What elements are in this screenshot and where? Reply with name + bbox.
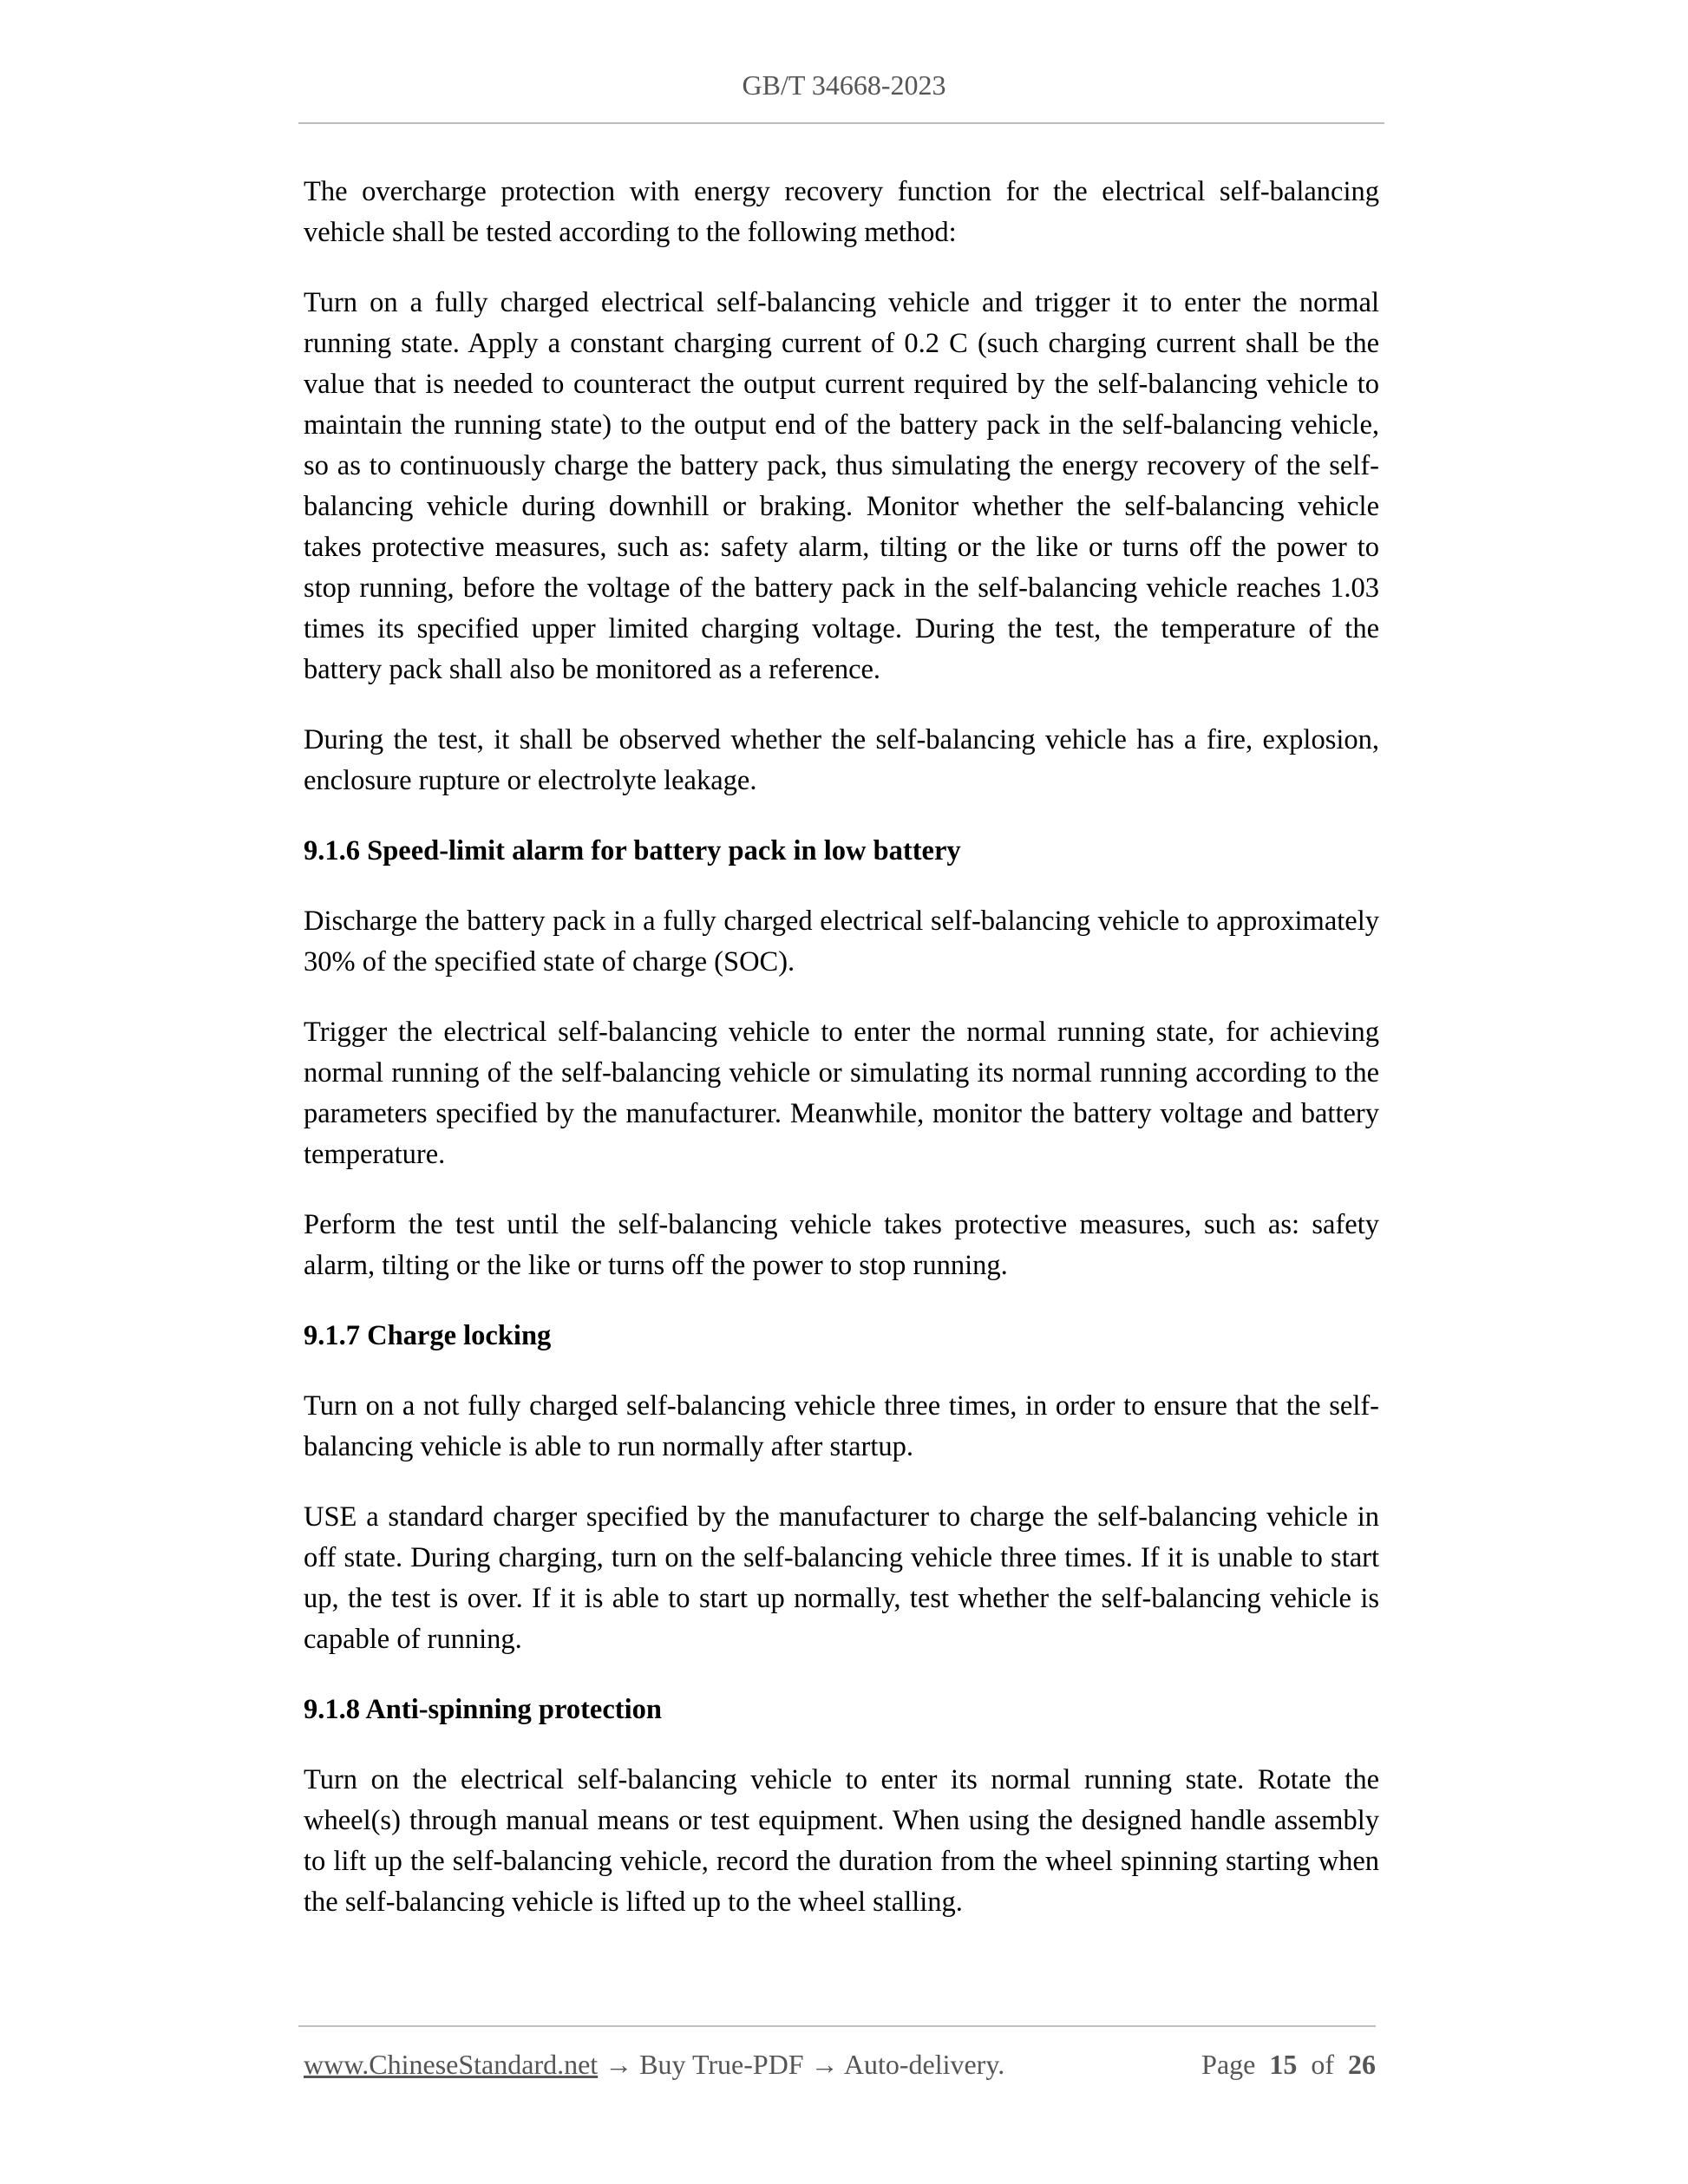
- paragraph-charge-lock-startup: Turn on a not fully charged self-balancing vehicle three times, in order to ensure that the self-balancing vehicle is able to run normally after startup.: [304, 1390, 1379, 1462]
- document-header-title: GB/T 34668-2023: [742, 69, 946, 101]
- section-heading-9-1-6: 9.1.6 Speed-limit alarm for battery pack in low battery: [304, 835, 961, 866]
- paragraph-overcharge-observation: During the test, it shall be observed whether the self-balancing vehicle has a fire, explosion, enclosure rupture or electrolyte leakage.: [304, 724, 1379, 796]
- paragraph-overcharge-intro: The overcharge protection with energy recovery function for the electrical self-balancing vehicle shall be tested according to the following method:: [304, 176, 1379, 248]
- section-heading-9-1-7: 9.1.7 Charge locking: [304, 1320, 552, 1351]
- footer-buy-text: Buy True-PDF: [639, 2049, 804, 2080]
- footer-divider: [298, 2025, 1376, 2027]
- section-heading-9-1-8: 9.1.8 Anti-spinning protection: [304, 1694, 662, 1725]
- page-indicator: [1201, 2045, 1376, 2083]
- paragraph-charge-lock-charger: USE a standard charger specified by the manufacturer to charge the self-balancing vehicle in off state. During charging, turn on the self-balancing vehicle three times. If it is unable to start up, the test is over. If it is able to start up normally, test whether the self-balancing vehicle is capable of running.: [304, 1501, 1379, 1655]
- document-body: [304, 172, 1379, 1952]
- paragraph-discharge: Discharge the battery pack in a fully charged electrical self-balancing vehicle to approximately 30% of the specified state of charge (SOC).: [304, 906, 1379, 978]
- footer-promo: [304, 2045, 1004, 2083]
- arrow-right-icon: →: [810, 2049, 839, 2080]
- header-divider: [298, 122, 1384, 124]
- paragraph-trigger-running: Trigger the electrical self-balancing vehicle to enter the normal running state, for achieving normal running of the self-balancing vehicle or simulating its normal running according to the parameters specified by the manufacturer. Meanwhile, monitor the battery voltage and battery temperature.: [304, 1017, 1379, 1170]
- page-label: Page: [1201, 2049, 1256, 2080]
- of-label: of: [1311, 2049, 1334, 2080]
- paragraph-anti-spinning: Turn on the electrical self-balancing vehicle to enter its normal running state. Rotate the wheel(s) through manual means or test equipment. When using the designed handle assembly to lift up the self-balancing vehicle, record the duration from the wheel spinning starting when the self-balancing vehicle is lifted up to the wheel stalling.: [304, 1764, 1379, 1918]
- paragraph-perform-test: Perform the test until the self-balancing vehicle takes protective measures, such as: safety alarm, tilting or the like or turns off the power to stop running.: [304, 1209, 1379, 1281]
- website-link[interactable]: www.ChineseStandard.net: [304, 2049, 599, 2080]
- page-total: 26: [1348, 2049, 1376, 2080]
- paragraph-overcharge-method: Turn on a fully charged electrical self-balancing vehicle and trigger it to enter the normal running state. Apply a constant charging current of 0.2 C (such charging current shall be the value that is needed to counteract the output current required by the self-balancing vehicle to maintain the running state) to the output end of the battery pack in the self-balancing vehicle, so as to continuously charge the battery pack, thus simulating the energy recovery of the self-balancing vehicle during downhill or braking. Monitor whether the self-balancing vehicle takes protective measures, such as: safety alarm, tilting or the like or turns off the power to stop running, before the voltage of the battery pack in the self-balancing vehicle reaches 1.03 times its specified upper limited charging voltage. During the test, the temperature of the battery pack shall also be monitored as a reference.: [304, 287, 1379, 685]
- page-number: 15: [1269, 2049, 1298, 2080]
- arrow-right-icon: →: [605, 2049, 633, 2080]
- footer-delivery-text: Auto-delivery.: [843, 2049, 1005, 2080]
